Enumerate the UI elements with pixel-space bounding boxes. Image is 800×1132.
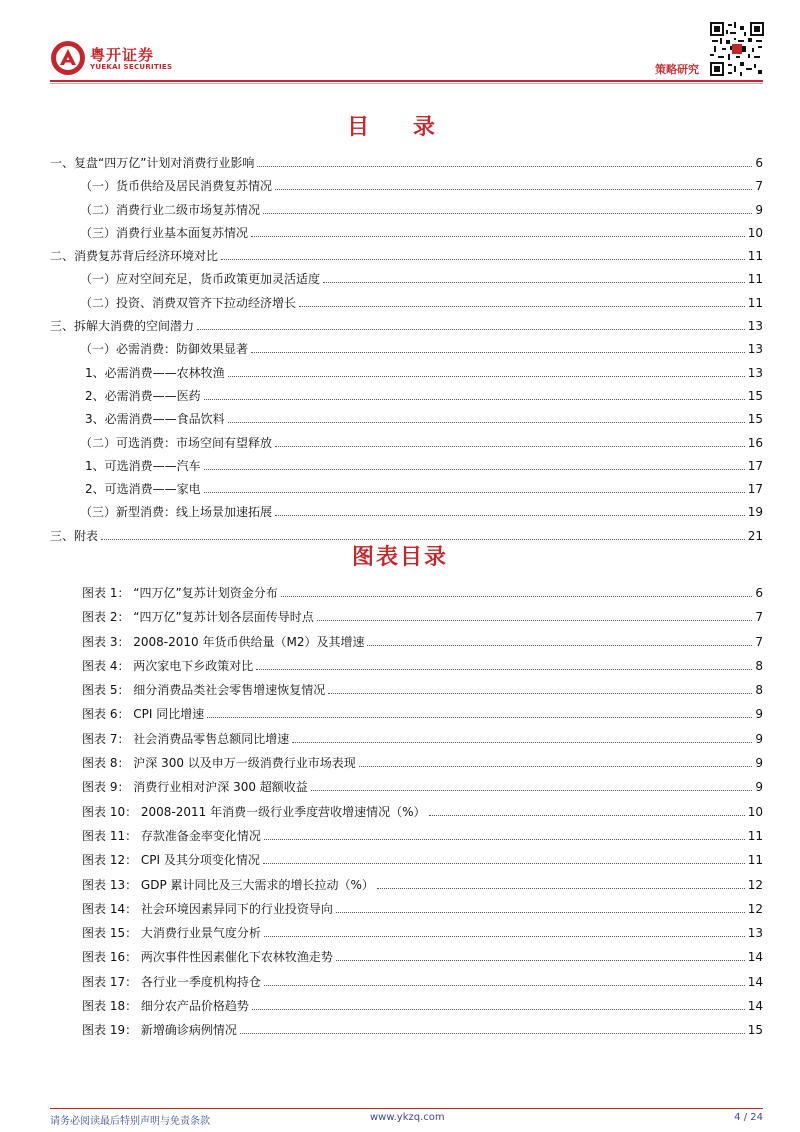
figure-entry-label: 图表 5： 细分消费品类社会零售增速恢复情况 bbox=[82, 683, 326, 698]
toc-entry[interactable] bbox=[50, 503, 763, 526]
dot-leader bbox=[281, 595, 753, 597]
toc-entry-label: （一）应对空间充足，货币政策更加灵活适度 bbox=[80, 272, 321, 287]
yuekai-logo-icon bbox=[50, 40, 86, 76]
dot-leader bbox=[377, 887, 745, 889]
figure-entry[interactable] bbox=[82, 778, 763, 802]
toc-entry-label: 一、复盘“四万亿”计划对消费行业影响 bbox=[50, 156, 255, 170]
toc-entry-label: （二）消费行业二级市场复苏情况 bbox=[80, 202, 261, 217]
figure-entry-label: 图表 7： 社会消费品零售总额同比增速 bbox=[82, 731, 290, 746]
toc-entry-page: 19 bbox=[747, 505, 763, 520]
toc-entry-page: 16 bbox=[747, 435, 763, 450]
dot-leader bbox=[204, 468, 745, 470]
dot-leader bbox=[323, 281, 745, 283]
toc-entry[interactable] bbox=[50, 364, 763, 387]
dot-leader bbox=[204, 491, 745, 493]
toc-entry-label: 三、附表 bbox=[50, 528, 99, 543]
figure-entry-page: 12 bbox=[747, 901, 763, 916]
brand-name-en: YUEKAI SECURITIES bbox=[90, 63, 173, 71]
figure-entry-page: 14 bbox=[747, 950, 763, 965]
figure-entry-page: 9 bbox=[755, 731, 763, 746]
figure-entry-page: 8 bbox=[755, 683, 763, 698]
figure-entry-label: 图表 16： 两次事件性因素催化下农林牧渔走势 bbox=[82, 950, 333, 965]
toc-entry-page: 6 bbox=[755, 156, 763, 170]
figure-entry[interactable] bbox=[82, 754, 763, 778]
figure-entry-page: 9 bbox=[755, 756, 763, 771]
figure-entry-page: 10 bbox=[747, 804, 763, 819]
dot-leader bbox=[275, 188, 752, 190]
figure-entry[interactable] bbox=[82, 924, 763, 948]
dot-leader bbox=[228, 421, 745, 423]
figure-entry[interactable] bbox=[82, 973, 763, 997]
figure-entry-label: 图表 14： 社会环境因素异同下的行业投资导向 bbox=[82, 901, 333, 916]
figure-entry[interactable] bbox=[82, 900, 763, 924]
dot-leader bbox=[207, 716, 752, 718]
toc-entry-label: 3、必需消费——食品饮料 bbox=[85, 412, 225, 427]
report-type: 策略研究 bbox=[655, 63, 699, 76]
figure-entry-page: 14 bbox=[747, 999, 763, 1014]
header-divider-thin bbox=[50, 83, 763, 84]
figure-entry[interactable] bbox=[82, 997, 763, 1021]
toc-entry[interactable] bbox=[50, 270, 763, 293]
dot-leader bbox=[299, 305, 745, 307]
toc-entry-page: 17 bbox=[747, 458, 763, 473]
figure-entry-label: 图表 3： 2008-2010 年货币供给量（M2）及其增速 bbox=[82, 634, 365, 649]
page-header bbox=[0, 0, 800, 90]
dot-leader bbox=[257, 165, 752, 167]
toc-entry-page: 7 bbox=[755, 179, 763, 194]
dot-leader bbox=[256, 668, 752, 670]
toc-entry-label: 二、消费复苏背后经济环境对比 bbox=[50, 249, 219, 264]
figure-entry-label: 图表 4： 两次家电下乡政策对比 bbox=[82, 658, 254, 673]
toc-entry[interactable] bbox=[50, 340, 763, 363]
dot-leader bbox=[429, 814, 745, 816]
toc-entry[interactable] bbox=[50, 410, 763, 433]
figure-entry-label: 图表 6： CPI 同比增速 bbox=[82, 707, 205, 722]
dot-leader bbox=[263, 212, 752, 214]
toc-entry-page: 11 bbox=[747, 249, 763, 264]
figure-list-title: 图表目录 bbox=[351, 545, 448, 570]
figure-entry[interactable] bbox=[82, 730, 763, 754]
figure-entry-label: 图表 19： 新增确诊病例情况 bbox=[82, 1023, 237, 1038]
toc-entry[interactable] bbox=[50, 294, 763, 317]
figure-entry[interactable] bbox=[82, 633, 763, 657]
toc-entry[interactable] bbox=[50, 154, 763, 177]
figure-entry-page: 9 bbox=[755, 780, 763, 795]
toc-entry-page: 9 bbox=[755, 202, 763, 217]
toc-entry-page: 11 bbox=[747, 295, 763, 310]
toc-entry-page: 13 bbox=[747, 365, 763, 380]
header-divider bbox=[50, 80, 763, 82]
page-number: 4 / 24 bbox=[734, 1112, 763, 1123]
figure-entry[interactable] bbox=[82, 681, 763, 705]
footer-disclaimer[interactable]: 请务必阅读最后特别声明与免责条款 bbox=[50, 1116, 210, 1127]
dot-leader bbox=[264, 984, 745, 986]
toc-entry-page: 11 bbox=[747, 272, 763, 287]
toc-entry[interactable] bbox=[50, 177, 763, 200]
toc-entry-label: （二）投资、消费双管齐下拉动经济增长 bbox=[80, 295, 297, 310]
dot-leader bbox=[264, 838, 745, 840]
toc-entry-label: （一）货币供给及居民消费复苏情况 bbox=[80, 179, 273, 194]
toc-entry-label: 1、必需消费——农林牧渔 bbox=[85, 365, 225, 380]
toc-entry-label: 1、可选消费——汽车 bbox=[85, 458, 201, 473]
dot-leader bbox=[204, 398, 745, 400]
figure-entry-label: 图表 13： GDP 累计同比及三大需求的增长拉动（%） bbox=[82, 877, 374, 892]
toc-entry-label: （一）必需消费：防御效果显著 bbox=[80, 342, 249, 357]
figure-entry[interactable] bbox=[82, 584, 763, 608]
figure-entry[interactable] bbox=[82, 1021, 763, 1045]
toc-entry-label: 2、可选消费——家电 bbox=[85, 482, 201, 497]
toc-entry-page: 15 bbox=[747, 388, 763, 403]
toc-entry-page: 13 bbox=[747, 319, 763, 334]
dot-leader bbox=[336, 959, 745, 961]
toc-entry-label: （三）消费行业基本面复苏情况 bbox=[80, 225, 249, 240]
figure-entry[interactable] bbox=[82, 705, 763, 729]
toc-entry-page: 10 bbox=[747, 225, 763, 240]
dot-leader bbox=[263, 862, 745, 864]
dot-leader bbox=[317, 619, 753, 621]
figure-entry[interactable] bbox=[82, 608, 763, 632]
dot-leader bbox=[252, 1008, 745, 1010]
toc-entry-page: 15 bbox=[747, 412, 763, 427]
toc-entry[interactable] bbox=[50, 387, 763, 410]
figure-entry-label: 图表 18： 细分农产品价格趋势 bbox=[82, 999, 249, 1014]
dot-leader bbox=[275, 514, 745, 516]
figure-entry-label: 图表 12： CPI 及其分项变化情况 bbox=[82, 853, 260, 868]
figure-entry-page: 9 bbox=[755, 707, 763, 722]
figure-entry-label: 图表 15： 大消费行业景气度分析 bbox=[82, 926, 261, 941]
dot-leader bbox=[264, 935, 745, 937]
toc-entry-page: 21 bbox=[747, 528, 763, 543]
figure-list bbox=[82, 584, 763, 1046]
figure-entry-page: 15 bbox=[747, 1023, 763, 1038]
figure-entry[interactable] bbox=[82, 948, 763, 972]
figure-entry[interactable] bbox=[82, 851, 763, 875]
footer-website[interactable]: www.ykzq.com bbox=[370, 1112, 445, 1123]
toc-entry-label: （三）新型消费：线上场景加速拓展 bbox=[80, 505, 273, 520]
toc-title: 目 录 bbox=[347, 115, 453, 140]
figure-entry-page: 8 bbox=[755, 658, 763, 673]
toc-entry-label: 三、拆解大消费的空间潜力 bbox=[50, 319, 195, 334]
figure-entry-page: 14 bbox=[747, 974, 763, 989]
dot-leader bbox=[328, 692, 752, 694]
toc-entry[interactable] bbox=[50, 224, 763, 247]
dot-leader bbox=[251, 235, 745, 237]
toc-entry-page: 17 bbox=[747, 482, 763, 497]
footer-divider bbox=[50, 1108, 763, 1109]
figure-entry-page: 7 bbox=[755, 610, 763, 625]
dot-leader bbox=[367, 644, 752, 646]
figure-entry-label: 图表 17： 各行业一季度机构持仓 bbox=[82, 974, 261, 989]
dot-leader bbox=[228, 375, 745, 377]
qr-code-icon bbox=[710, 22, 764, 76]
figure-entry-page: 11 bbox=[747, 853, 763, 868]
figure-entry-label: 图表 1： “四万亿”复苏计划资金分布 bbox=[82, 586, 278, 600]
toc-entry-page: 13 bbox=[747, 342, 763, 357]
toc-entry[interactable] bbox=[50, 247, 763, 270]
dot-leader bbox=[311, 789, 753, 791]
figure-entry-label: 图表 2： “四万亿”复苏计划各层面传导时点 bbox=[82, 610, 314, 625]
dot-leader bbox=[359, 765, 753, 767]
figure-entry[interactable] bbox=[82, 876, 763, 900]
toc-entry[interactable] bbox=[50, 434, 763, 457]
toc-entry[interactable] bbox=[50, 480, 763, 503]
figure-entry-page: 11 bbox=[747, 828, 763, 843]
figure-entry-page: 6 bbox=[755, 586, 763, 600]
figure-entry-page: 12 bbox=[747, 877, 763, 892]
toc-entry-label: 2、必需消费——医药 bbox=[85, 388, 201, 403]
figure-entry[interactable] bbox=[82, 827, 763, 851]
toc-entry[interactable] bbox=[50, 201, 763, 224]
toc-entry-label: （二）可选消费：市场空间有望释放 bbox=[80, 435, 273, 450]
figure-entry[interactable] bbox=[82, 803, 763, 827]
toc-entry[interactable] bbox=[50, 457, 763, 480]
brand-name: 粤开证券 bbox=[90, 46, 155, 64]
figure-entry-page: 13 bbox=[747, 926, 763, 941]
table-of-contents bbox=[50, 154, 763, 550]
toc-entry[interactable] bbox=[50, 317, 763, 340]
figure-entry-label: 图表 10： 2008-2011 年消费一级行业季度营收增速情况（%） bbox=[82, 804, 426, 819]
figure-entry-label: 图表 9： 消费行业相对沪深 300 超额收益 bbox=[82, 780, 308, 795]
dot-leader bbox=[336, 911, 745, 913]
figure-entry-label: 图表 11： 存款准备金率变化情况 bbox=[82, 828, 261, 843]
figure-entry-page: 7 bbox=[755, 634, 763, 649]
dot-leader bbox=[197, 328, 745, 330]
dot-leader bbox=[292, 741, 752, 743]
dot-leader bbox=[240, 1032, 745, 1034]
dot-leader bbox=[221, 258, 745, 260]
figure-entry-label: 图表 8： 沪深 300 以及申万一级消费行业市场表现 bbox=[82, 756, 356, 771]
figure-entry[interactable] bbox=[82, 657, 763, 681]
dot-leader bbox=[251, 351, 745, 353]
dot-leader bbox=[275, 445, 745, 447]
